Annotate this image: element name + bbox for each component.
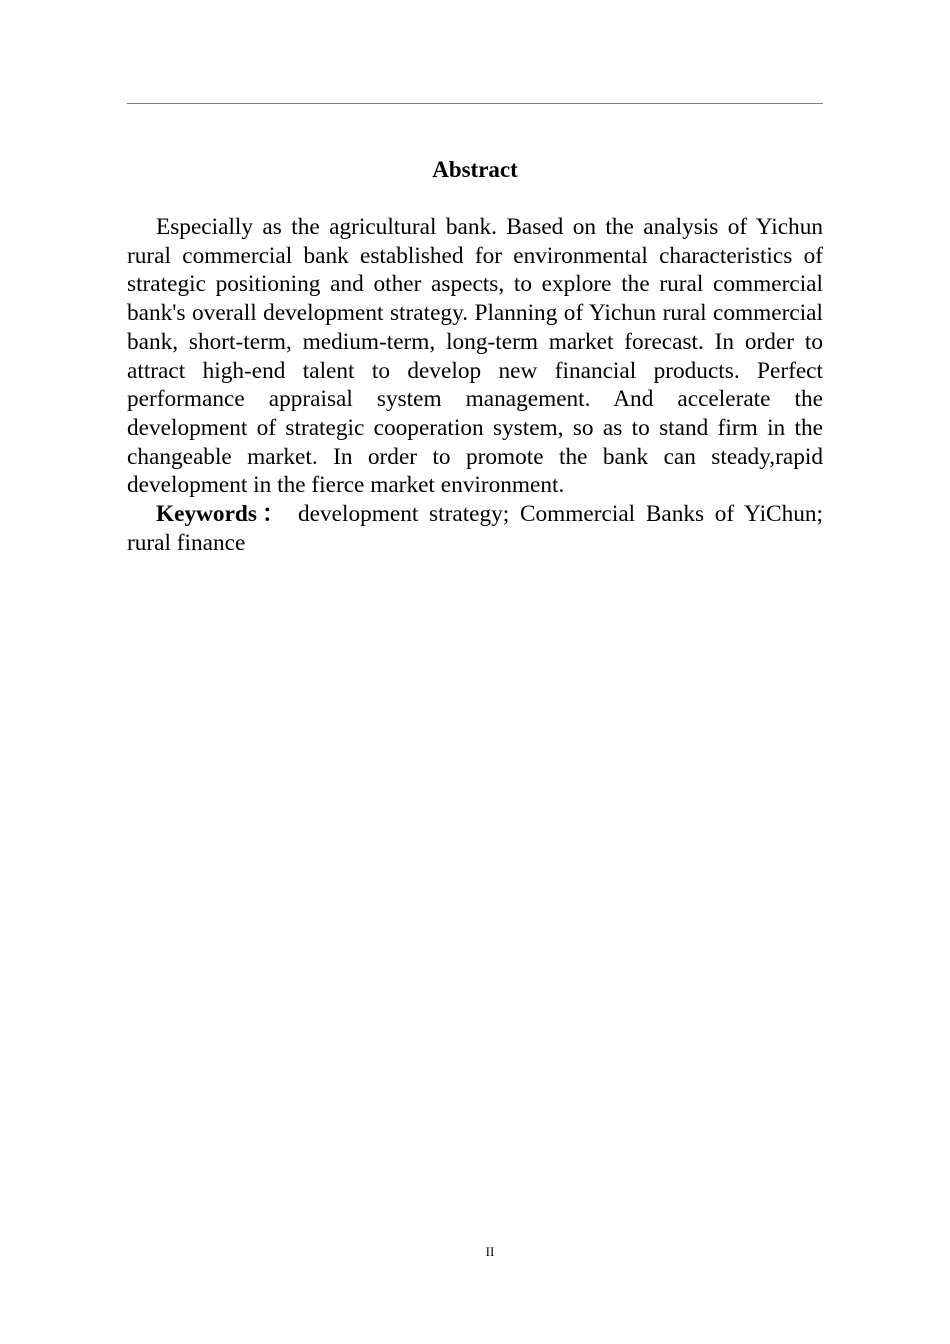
- keywords-line: [127, 500, 823, 557]
- page-title: Abstract: [432, 157, 518, 182]
- keywords-separator: ：: [256, 501, 291, 528]
- header-rule: [127, 103, 823, 104]
- page-number: II: [485, 1244, 495, 1259]
- abstract-body: [127, 213, 823, 557]
- keywords-label: Keywords: [156, 501, 257, 528]
- abstract-paragraph: Especially as the agricultural bank. Based on the analysis of Yichun rural commercial bank established for environmental characteristics of strategic positioning and other aspects, to explore the rural commercial bank's overall development strategy. Planning of Yichun rural commercial bank, short-term, medium-term, long-term market forecast. In order to attract high-end talent to develop new financial products. Perfect performance appraisal system management. And accelerate the development of strategic cooperation system, so as to stand firm in the changeable market. In order to promote the bank can steady,rapid development in the fierce market environment.: [127, 214, 823, 499]
- keywords-text: development strategy; Commercial Banks of YiChun; rural finance: [127, 501, 823, 556]
